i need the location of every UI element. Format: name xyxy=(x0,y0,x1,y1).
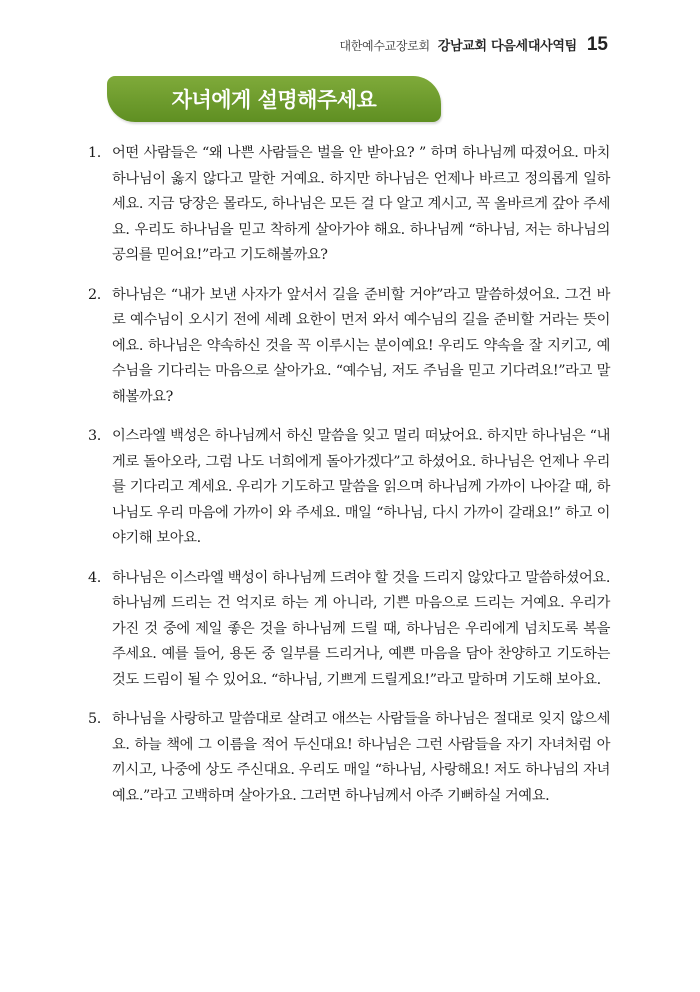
list-item xyxy=(88,707,610,809)
explanation-list xyxy=(88,141,610,823)
item-number: 5. xyxy=(88,711,101,727)
item-text: 하나님은 “내가 보낸 사자가 앞서서 길을 준비할 거야”라고 말씀하셨어요. 그건 바로 예수님이 오시기 전에 세례 요한이 먼저 와서 예수님의 길을 준비할 거라는 뜻이에요. 하나님은 약속하신 것을 꼭 이루시는 분이예요! 우리도 약속을 잘 지키고, 예수님을 기다리는 마음으로 살아가요. “예수님, 저도 주님을 믿고 기다려요!”라고 말해볼까요? xyxy=(112,286,610,405)
list-item xyxy=(88,283,610,411)
section-title: 자녀에게 설명해주세요 xyxy=(171,88,377,112)
section-title-banner xyxy=(107,76,441,122)
item-number: 1. xyxy=(88,145,101,161)
list-item xyxy=(88,141,610,269)
item-text: 이스라엘 백성은 하나님께서 하신 말씀을 잊고 멀리 떠났어요. 하지만 하나님은 “내게로 돌아오라, 그럼 나도 너희에게 돌아가겠다”고 하셨어요. 하나님은 언제나 우리를 기다리고 계세요. 우리가 기도하고 말씀을 읽으며 하나님께 가까이 나아갈 때, 하나님도 우리 마음에 가까이 와 주세요. 매일 “하나님, 다시 가까이 갈래요!” 하고 이야기해 보아요. xyxy=(112,428,610,546)
item-text: 하나님은 이스라엘 백성이 하나님께 드려야 할 것을 드리지 않았다고 말씀하셨어요. 하나님께 드리는 건 억지로 하는 게 아니라, 기쁜 마음으로 드리는 거예요. 우리가 가진 것 중에 제일 좋은 것을 하나님께 드릴 때, 하나님은 우리에게 넘치도록 복을 주세요. 예를 들어, 용돈 중 일부를 드리거나, 예쁜 마음을 담아 찬양하고 기도하는 것도 드림이 될 수 있어요. “하나님, 기쁘게 드릴게요!”라고 말하며 기도해 보아요. xyxy=(112,569,610,688)
item-number: 4. xyxy=(88,569,101,586)
item-text: 하나님을 사랑하고 말씀대로 살려고 애쓰는 사람들을 하나님은 절대로 잊지 않으세요. 하늘 책에 그 이름을 적어 두신대요! 하나님은 그런 사람들을 자기 자녀처럼 아끼시고, 나중에 상도 주신대요. 우리도 매일 “하나님, 사랑해요! 저도 하나님의 자녀예요.”라고 고백하며 살아가요. 그러면 하나님께서 아주 기뻐하실 거예요. xyxy=(112,711,610,804)
item-number: 2. xyxy=(88,286,101,303)
church-name: 대한예수교장로회 xyxy=(339,39,430,53)
page-number: 15 xyxy=(586,34,608,55)
page-header xyxy=(339,34,608,56)
item-text: 어떤 사람들은 “왜 나쁜 사람들은 벌을 안 받아요? ” 하며 하나님께 따졌어요. 마치 하나님이 옳지 않다고 말한 거예요. 하지만 하나님은 언제나 바르고 정의롭게 일하세요. 지금 당장은 몰라도, 하나님은 모든 걸 다 알고 계시고, 꼭 올바르게 갚아 주세요. 우리도 하나님을 믿고 착하게 살아가야 해요. 하나님께 “하나님, 저는 하나님의 공의를 믿어요!”라고 기도해볼까요? xyxy=(112,145,610,263)
list-item xyxy=(88,566,610,694)
list-item xyxy=(88,424,610,552)
item-number: 3. xyxy=(88,428,101,444)
ministry-team-name: 강남교회 다음세대사역팀 xyxy=(437,39,577,54)
